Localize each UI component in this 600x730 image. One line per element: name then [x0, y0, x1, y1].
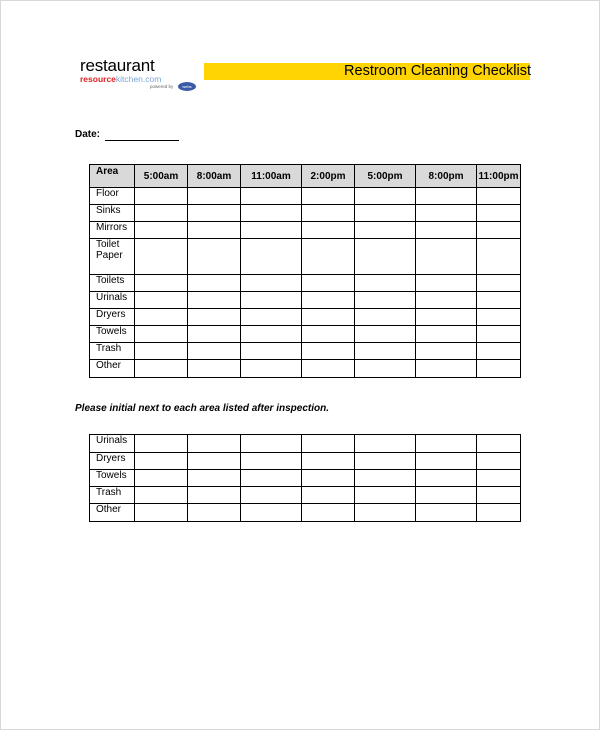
initial-cell[interactable]	[355, 275, 416, 292]
initial-cell[interactable]	[302, 275, 355, 292]
initial-cell[interactable]	[416, 292, 477, 309]
initial-cell[interactable]	[241, 453, 302, 470]
initial-cell[interactable]	[355, 222, 416, 239]
initial-cell[interactable]	[135, 470, 188, 487]
initial-cell[interactable]	[416, 326, 477, 343]
initial-cell[interactable]	[477, 470, 521, 487]
initial-cell[interactable]	[241, 326, 302, 343]
initial-cell[interactable]	[302, 487, 355, 504]
initial-cell[interactable]	[241, 239, 302, 275]
time-header: 11:00pm	[477, 165, 521, 188]
initial-cell[interactable]	[188, 239, 241, 275]
initial-cell[interactable]	[477, 487, 521, 504]
brand-subname-bold: resource	[80, 74, 116, 84]
inspection-instructions: Please initial next to each area listed after inspection.	[75, 403, 329, 414]
table-row	[90, 453, 521, 470]
initial-cell[interactable]	[188, 343, 241, 360]
brand-name: restaurant	[80, 56, 155, 75]
initial-cell[interactable]	[302, 453, 355, 470]
initial-cell[interactable]	[355, 205, 416, 222]
initial-cell[interactable]	[355, 309, 416, 326]
initial-cell[interactable]	[188, 487, 241, 504]
area-label: Trash	[90, 343, 135, 360]
table-row	[90, 360, 521, 378]
initial-cell[interactable]	[302, 360, 355, 378]
initial-cell[interactable]	[477, 205, 521, 222]
table-row	[90, 487, 521, 504]
time-header: 11:00am	[241, 165, 302, 188]
initial-cell[interactable]	[302, 239, 355, 275]
time-header: 5:00pm	[355, 165, 416, 188]
table-row	[90, 309, 521, 326]
initial-cell[interactable]	[135, 188, 188, 205]
area-label: Mirrors	[90, 222, 135, 239]
initial-cell[interactable]	[188, 326, 241, 343]
initial-cell[interactable]	[416, 343, 477, 360]
powered-by-text: powered by	[150, 84, 174, 89]
table-row	[90, 292, 521, 309]
partner-badge: webs	[178, 82, 196, 91]
area-label: Towels	[90, 326, 135, 343]
initial-cell[interactable]	[241, 309, 302, 326]
table-row	[90, 435, 521, 453]
initial-cell[interactable]	[241, 292, 302, 309]
initial-cell[interactable]	[241, 205, 302, 222]
table-row	[90, 275, 521, 292]
initial-cell[interactable]	[188, 360, 241, 378]
initial-cell[interactable]	[416, 239, 477, 275]
table-row	[90, 326, 521, 343]
area-header: Area	[90, 165, 135, 188]
initial-cell[interactable]	[477, 292, 521, 309]
initial-cell[interactable]	[416, 222, 477, 239]
initial-cell[interactable]	[477, 326, 521, 343]
initial-cell[interactable]	[135, 343, 188, 360]
date-label: Date:	[75, 129, 101, 140]
initial-cell[interactable]	[302, 222, 355, 239]
initial-cell[interactable]	[241, 470, 302, 487]
area-label: Sinks	[90, 205, 135, 222]
initial-cell[interactable]	[302, 504, 355, 522]
initial-cell[interactable]	[241, 275, 302, 292]
initial-cell[interactable]	[302, 188, 355, 205]
table-row	[90, 239, 521, 275]
area-label: Other	[90, 504, 135, 522]
table-row	[90, 343, 521, 360]
initial-cell[interactable]	[355, 343, 416, 360]
initial-cell[interactable]	[188, 453, 241, 470]
initial-cell[interactable]	[188, 205, 241, 222]
initial-cell[interactable]	[355, 239, 416, 275]
initial-cell[interactable]	[355, 453, 416, 470]
initial-cell[interactable]	[416, 453, 477, 470]
initial-cell[interactable]	[416, 435, 477, 453]
initial-cell[interactable]	[135, 292, 188, 309]
initial-cell[interactable]	[355, 487, 416, 504]
initial-cell[interactable]	[302, 205, 355, 222]
initial-cell[interactable]	[477, 360, 521, 378]
checklist-table	[89, 164, 521, 378]
initial-cell[interactable]	[416, 487, 477, 504]
initial-cell[interactable]	[241, 222, 302, 239]
area-label: Other	[90, 360, 135, 378]
initial-cell[interactable]	[477, 435, 521, 453]
initial-cell[interactable]	[188, 188, 241, 205]
initial-cell[interactable]	[135, 222, 188, 239]
initial-cell[interactable]	[302, 309, 355, 326]
initial-cell[interactable]	[302, 292, 355, 309]
initial-cell[interactable]	[241, 360, 302, 378]
initial-cell[interactable]	[416, 309, 477, 326]
table-row	[90, 188, 521, 205]
initial-cell[interactable]	[188, 292, 241, 309]
table-row	[90, 205, 521, 222]
page-title: Restroom Cleaning Checklist	[344, 63, 531, 79]
initial-cell[interactable]	[355, 360, 416, 378]
initial-cell[interactable]	[302, 470, 355, 487]
area-label: Toilets	[90, 275, 135, 292]
initial-cell[interactable]	[416, 275, 477, 292]
initial-cell[interactable]	[188, 309, 241, 326]
initial-cell[interactable]	[355, 435, 416, 453]
initial-cell[interactable]	[416, 504, 477, 522]
initial-cell[interactable]	[135, 453, 188, 470]
initial-cell[interactable]	[241, 435, 302, 453]
initial-cell[interactable]	[135, 435, 188, 453]
initial-cell[interactable]	[416, 205, 477, 222]
initial-cell[interactable]	[188, 504, 241, 522]
initial-cell[interactable]	[135, 309, 188, 326]
initial-cell[interactable]	[355, 326, 416, 343]
header-row	[90, 165, 521, 188]
area-label: Urinals	[90, 435, 135, 453]
brand-logo	[80, 57, 210, 97]
initial-cell[interactable]	[477, 504, 521, 522]
time-header: 2:00pm	[302, 165, 355, 188]
initial-cell[interactable]	[416, 188, 477, 205]
initial-cell[interactable]	[416, 360, 477, 378]
initial-cell[interactable]	[302, 343, 355, 360]
area-label: Dryers	[90, 309, 135, 326]
initial-cell[interactable]	[477, 453, 521, 470]
initial-cell[interactable]	[135, 504, 188, 522]
area-label: Dryers	[90, 453, 135, 470]
brand-subname-rest: kitchen.com	[115, 74, 162, 84]
initial-cell[interactable]	[302, 435, 355, 453]
initial-cell[interactable]	[416, 470, 477, 487]
initial-cell[interactable]	[355, 292, 416, 309]
initial-cell[interactable]	[135, 275, 188, 292]
initial-cell[interactable]	[355, 470, 416, 487]
initial-cell[interactable]	[477, 222, 521, 239]
initial-cell[interactable]	[241, 504, 302, 522]
initial-cell[interactable]	[135, 205, 188, 222]
area-label: Toilet Paper	[90, 239, 135, 275]
initial-cell[interactable]	[355, 188, 416, 205]
initial-cell[interactable]	[302, 326, 355, 343]
initial-cell[interactable]	[355, 504, 416, 522]
table-row	[90, 504, 521, 522]
initial-cell[interactable]	[135, 239, 188, 275]
time-header: 8:00am	[188, 165, 241, 188]
initial-cell[interactable]	[241, 343, 302, 360]
initial-cell[interactable]	[135, 487, 188, 504]
initial-cell[interactable]	[188, 470, 241, 487]
initial-cell[interactable]	[135, 360, 188, 378]
initial-cell[interactable]	[477, 309, 521, 326]
table-row	[90, 222, 521, 239]
time-header: 8:00pm	[416, 165, 477, 188]
checklist-table-continued	[89, 434, 521, 522]
initial-cell[interactable]	[241, 188, 302, 205]
area-label: Urinals	[90, 292, 135, 309]
area-label: Trash	[90, 487, 135, 504]
table-row	[90, 470, 521, 487]
time-header: 5:00am	[135, 165, 188, 188]
area-label: Towels	[90, 470, 135, 487]
initial-cell[interactable]	[477, 343, 521, 360]
initial-cell[interactable]	[135, 326, 188, 343]
initial-cell[interactable]	[477, 188, 521, 205]
initial-cell[interactable]	[241, 487, 302, 504]
initial-cell[interactable]	[477, 275, 521, 292]
initial-cell[interactable]	[188, 435, 241, 453]
area-label: Floor	[90, 188, 135, 205]
initial-cell[interactable]	[477, 239, 521, 275]
initial-cell[interactable]	[188, 275, 241, 292]
date-field-line	[105, 140, 179, 141]
initial-cell[interactable]	[188, 222, 241, 239]
